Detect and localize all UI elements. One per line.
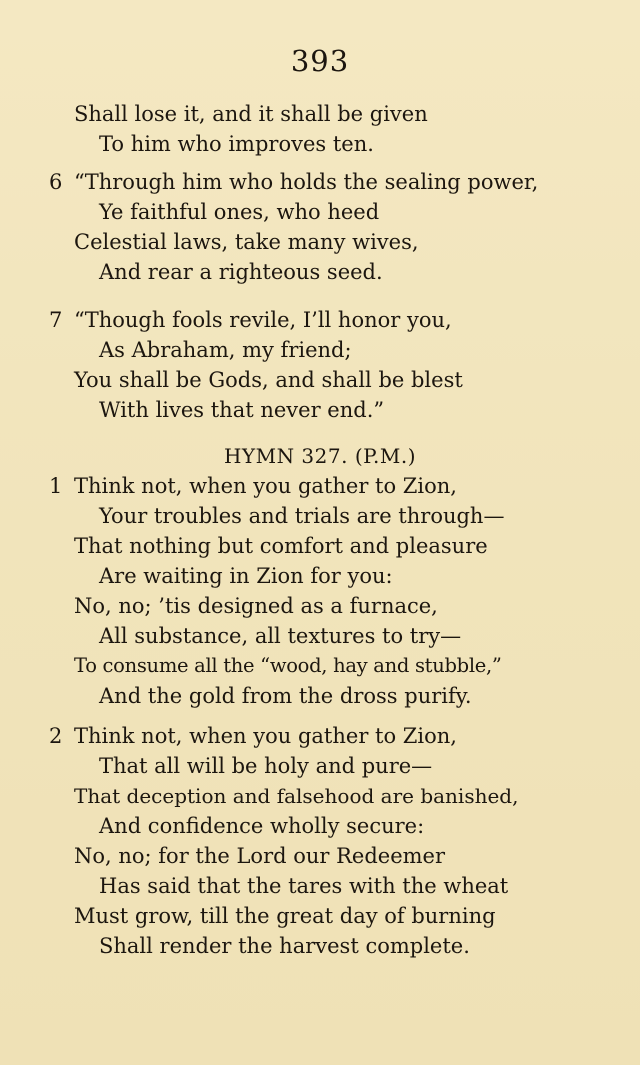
verse-line: No, no; ’tis designed as a furnace, <box>74 594 438 618</box>
verse-line: To consume all the “wood, hay and stubble,” <box>74 654 502 677</box>
verse-line: To him who improves ten. <box>99 132 374 156</box>
verse-line: And the gold from the dross purify. <box>99 684 472 708</box>
verse-line: Shall lose it, and it shall be given <box>74 102 428 126</box>
verse-line: Shall render the harvest complete. <box>99 934 470 958</box>
verse-line: Think not, when you gather to Zion, <box>74 724 457 748</box>
stanza-number: 2 <box>49 724 63 748</box>
verse-line: All substance, all textures to try— <box>99 624 462 648</box>
verse-line: And rear a righteous seed. <box>99 260 383 284</box>
verse-line: Has said that the tares with the wheat <box>99 874 509 898</box>
verse-line: Ye faithful ones, who heed <box>99 200 380 224</box>
verse-line: As Abraham, my friend; <box>99 338 352 362</box>
page-number: 393 <box>290 44 350 78</box>
verse-line: Are waiting in Zion for you: <box>99 564 393 588</box>
stanza-number: 6 <box>49 170 63 194</box>
verse-line: “Through him who holds the sealing power, <box>74 170 539 194</box>
hymn-heading: HYMN 327. (P.M.) <box>223 444 417 468</box>
verse-line: That all will be holy and pure— <box>99 754 433 778</box>
verse-line: Celestial laws, take many wives, <box>74 230 419 254</box>
stanza-number: 1 <box>49 474 63 498</box>
verse-line: You shall be Gods, and shall be blest <box>74 368 463 392</box>
verse-line: That nothing but comfort and pleasure <box>74 534 488 558</box>
stanza-number: 7 <box>49 308 63 332</box>
verse-line: And confidence wholly secure: <box>99 814 425 838</box>
verse-line: Your troubles and trials are through— <box>99 504 505 528</box>
verse-line: Must grow, till the great day of burning <box>74 904 496 928</box>
verse-line: “Though fools revile, I’ll honor you, <box>74 308 452 332</box>
verse-line: No, no; for the Lord our Redeemer <box>74 844 446 868</box>
verse-line: That deception and falsehood are banished, <box>74 784 519 808</box>
verse-line: Think not, when you gather to Zion, <box>74 474 457 498</box>
verse-line: With lives that never end.” <box>99 398 385 422</box>
